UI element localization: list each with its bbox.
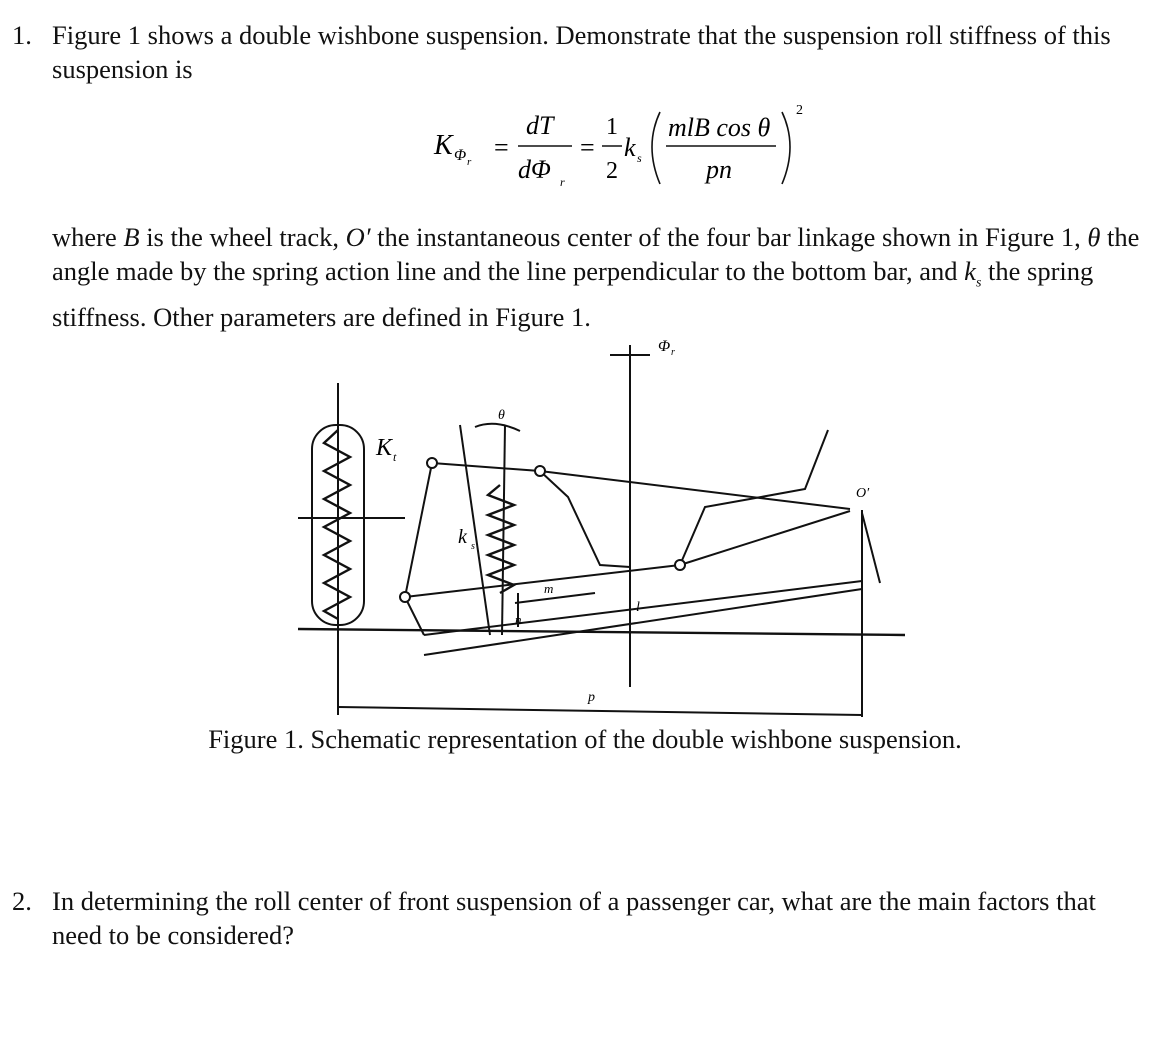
where-text-1: where — [52, 222, 117, 252]
formula-half-num: 1 — [606, 114, 618, 140]
figure-caption: Figure 1. Schematic representation of the double wishbone suspension. — [208, 724, 962, 754]
formula-exponent: 2 — [796, 103, 803, 118]
formula-right-paren — [782, 112, 790, 184]
upper-wishbone-left — [432, 463, 540, 471]
label-kt-sub: t — [393, 450, 397, 464]
chassis-right-edge — [862, 513, 880, 583]
coil-spring — [488, 485, 514, 593]
formula-k-sub: s — [637, 151, 642, 165]
question-2-number: 2. — [12, 886, 32, 916]
p-dimension-line — [338, 707, 862, 715]
label-l: l — [636, 600, 640, 615]
formula-lhs-subsub: r — [467, 156, 472, 168]
lower-ball-joint — [400, 592, 410, 602]
label-o-prime: O′ — [856, 486, 870, 501]
upper-pivot-joint — [535, 466, 545, 476]
formula-frac1-num: dT — [526, 111, 554, 140]
formula-frac1-den: dΦ — [518, 155, 551, 184]
label-phi: Φ — [658, 338, 671, 355]
chassis-outline — [680, 430, 828, 565]
suspension-diagram — [290, 335, 910, 730]
where-symbol-k-sub: s — [975, 275, 982, 291]
where-symbol-theta: θ — [1087, 222, 1101, 252]
label-p: p — [588, 690, 595, 705]
formula-eq2: = — [580, 133, 595, 162]
where-symbol-B: B — [123, 222, 140, 252]
lower-wishbone — [405, 565, 680, 597]
lower-pivot-joint — [675, 560, 685, 570]
label-ks-sub: s — [471, 541, 475, 552]
question-2-text: In determining the roll center of front suspension of a passenger car, what are the main factors that need to be considered? — [52, 886, 1096, 950]
where-symbol-k: k — [964, 256, 976, 286]
formula-frac2-num: mlB cos θ — [668, 113, 771, 142]
lower-arm-extension — [680, 511, 850, 565]
upper-wishbone-body — [540, 471, 630, 567]
label-kt: K — [376, 435, 393, 461]
where-paragraph — [52, 220, 1152, 334]
where-text-4: the angle made by the spring action line and the line perpendicular to the bottom bar, and — [52, 222, 1140, 286]
label-phi-sub: r — [671, 347, 675, 358]
formula-lhs-sub: Φ — [454, 147, 467, 164]
label-n: n — [515, 612, 522, 627]
suspension-figure — [290, 335, 910, 730]
where-symbol-O: O′ — [345, 222, 371, 252]
question-1 — [12, 18, 1152, 86]
formula-left-paren — [652, 112, 660, 184]
ground-line — [298, 629, 905, 635]
upper-ball-joint — [427, 458, 437, 468]
question-2 — [12, 884, 1152, 952]
where-text-2: is the wheel track, — [146, 222, 339, 252]
label-theta: θ — [498, 408, 505, 423]
formula-eq1: = — [494, 133, 509, 162]
bottom-bar-line — [424, 589, 862, 655]
formula-k: k — [624, 133, 636, 162]
formula-svg — [430, 100, 830, 200]
question-1-text: Figure 1 shows a double wishbone suspension. Demonstrate that the suspension roll stiffness of this suspension is — [52, 20, 1111, 84]
theta-arc — [475, 424, 520, 431]
formula-lhs: K — [434, 130, 453, 161]
question-1-number: 1. — [12, 20, 32, 50]
roll-stiffness-formula — [430, 100, 830, 200]
label-ks: k — [458, 526, 467, 548]
where-text-3: the instantaneous center of the four bar linkage shown in Figure 1, — [377, 222, 1081, 252]
formula-frac2-den: pn — [706, 155, 732, 184]
formula-half-den: 2 — [606, 158, 618, 184]
m-dimension-line — [515, 593, 595, 603]
where-text-5: the spring stiffness. Other parameters are defined in Figure 1. — [52, 256, 1094, 333]
formula-frac1-den-sub: r — [560, 175, 565, 189]
label-m: m — [544, 581, 554, 596]
steering-knuckle — [405, 463, 432, 635]
